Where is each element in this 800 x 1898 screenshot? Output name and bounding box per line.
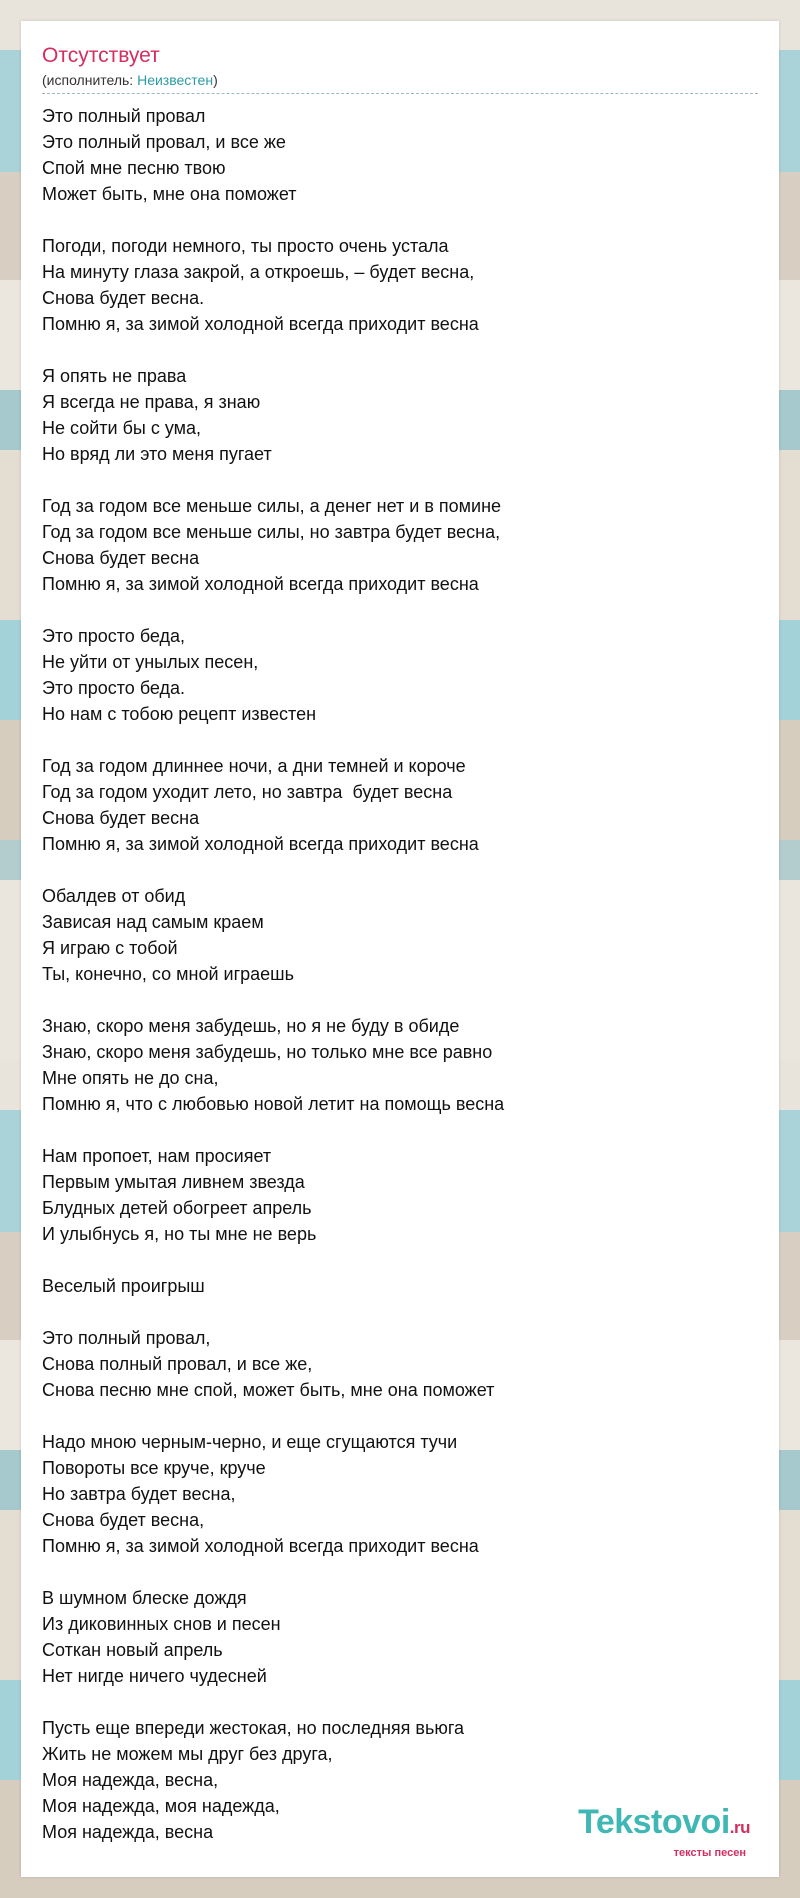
lyrics-line: Но нам с тобою рецепт известен [42,704,317,724]
lyrics-line: Снова полный провал, и все же, [42,1354,313,1374]
lyrics-stanza [42,233,758,337]
lyrics-line: Обалдев от обид [42,886,186,906]
lyrics-line: Это просто беда, [42,626,186,646]
lyrics-stanza [42,363,758,467]
lyrics-line: Помню я, за зимой холодной всегда приходит весна [42,574,479,594]
lyrics-line: Соткан новый апрель [42,1640,223,1660]
lyrics-line: Это полный провал, [42,1328,211,1348]
song-title: Отсутствует [42,44,160,67]
lyrics-line: Не уйти от унылых песен, [42,652,259,672]
lyrics-line: Снова будет весна, [42,1510,205,1530]
lyrics-line: Моя надежда, весна [42,1822,214,1842]
lyrics-line: Но вряд ли это меня пугает [42,444,272,464]
lyrics-line: Год за годом все меньше силы, но завтра будет весна, [42,522,501,542]
lyrics-line: Я всегда не права, я знаю [42,392,261,412]
performer-line [42,70,758,90]
lyrics-line: Ты, конечно, со мной играешь [42,964,294,984]
site-logo[interactable] [550,1803,750,1859]
lyrics-line: Блудных детей обогреет апрель [42,1198,312,1218]
lyrics-line: В шумном блеске дождя [42,1588,247,1608]
logo-tld: .ru [729,1818,750,1837]
lyrics-line: Это просто беда. [42,678,186,698]
lyrics-line: Знаю, скоро меня забудешь, но я не буду в обиде [42,1016,460,1036]
lyrics-line: Моя надежда, весна, [42,1770,219,1790]
lyrics-line: Я опять не права [42,366,187,386]
lyrics-line: Год за годом уходит лето, но завтра будет весна [42,782,453,802]
lyrics-line: Повороты все круче, круче [42,1458,266,1478]
lyrics-line: Веселый проигрыш [42,1276,205,1296]
lyrics-line: Это полный провал, и все же [42,132,286,152]
lyrics-text [42,103,758,1871]
lyrics-line: Спой мне песню твою [42,158,226,178]
lyrics-line: Год за годом все меньше силы, а денег нет и в помине [42,496,502,516]
lyrics-stanza [42,1273,758,1299]
lyrics-line: Нет нигде ничего чудесней [42,1666,267,1686]
lyrics-line: Первым умытая ливнем звезда [42,1172,305,1192]
lyrics-line: Зависая над самым краем [42,912,264,932]
lyrics-stanza [42,753,758,857]
lyrics-stanza [42,103,758,207]
lyrics-line: Нам пропоет, нам просияет [42,1146,272,1166]
lyrics-line: Жить не можем мы друг без друга, [42,1744,333,1764]
lyrics-line: Это полный провал [42,106,206,126]
lyrics-line: Помню я, за зимой холодной всегда приходит весна [42,834,479,854]
lyrics-line: Снова будет весна [42,548,200,568]
lyrics-line: Снова будет весна. [42,288,205,308]
lyrics-line: Знаю, скоро меня забудешь, но только мне все равно [42,1042,493,1062]
performer-prefix: (исполнитель: [42,72,138,88]
lyrics-stanza [42,493,758,597]
lyrics-stanza [42,1429,758,1559]
lyrics-line: На минуту глаза закрой, а откроешь, – будет весна, [42,262,475,282]
lyrics-line: Не сойти бы с ума, [42,418,202,438]
lyrics-line: Моя надежда, моя надежда, [42,1796,280,1816]
lyrics-line: Из диковинных снов и песен [42,1614,281,1634]
lyrics-line: Мне опять не до сна, [42,1068,219,1088]
lyrics-card [21,21,779,1877]
lyrics-stanza [42,623,758,727]
lyrics-line: И улыбнусь я, но ты мне не верь [42,1224,317,1244]
lyrics-stanza [42,1013,758,1117]
lyrics-stanza [42,1585,758,1689]
logo-main-text: Tekstovoi [578,1803,730,1841]
song-header [42,42,758,94]
lyrics-line: Я играю с тобой [42,938,178,958]
lyrics-line: Может быть, мне она поможет [42,184,297,204]
performer-link[interactable]: Неизвестен [137,72,214,88]
lyrics-line: Год за годом длиннее ночи, а дни темней и короче [42,756,466,776]
logo-tagline: тексты песен [673,1847,746,1859]
lyrics-line: Помню я, за зимой холодной всегда приходит весна [42,314,479,334]
lyrics-line: Помню я, за зимой холодной всегда приходит весна [42,1536,479,1556]
lyrics-line: Помню я, что с любовью новой летит на помощь весна [42,1094,505,1114]
lyrics-line: Снова будет весна [42,808,200,828]
lyrics-stanza [42,883,758,987]
lyrics-line: Надо мною черным-черно, и еще сгущаются тучи [42,1432,458,1452]
logo-wordmark [550,1803,750,1847]
lyrics-line: Погоди, погоди немного, ты просто очень устала [42,236,449,256]
lyrics-line: Снова песню мне спой, может быть, мне она поможет [42,1380,495,1400]
lyrics-line: Но завтра будет весна, [42,1484,236,1504]
lyrics-line: Пусть еще впереди жестокая, но последняя вьюга [42,1718,465,1738]
lyrics-stanza [42,1325,758,1403]
performer-suffix: ) [213,72,218,88]
lyrics-stanza [42,1143,758,1247]
